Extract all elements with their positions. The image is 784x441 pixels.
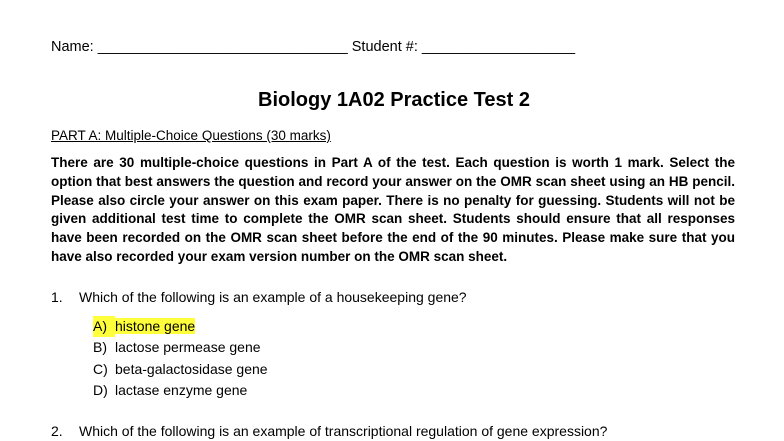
question-text: Which of the following is an example of transcriptional regulation of gene expression?	[79, 423, 608, 439]
question-number: 2.	[51, 423, 63, 439]
question-1	[51, 289, 467, 305]
option-letter: C)	[93, 360, 108, 377]
option-letter: B)	[93, 339, 107, 356]
question-text: Which of the following is an example of a housekeeping gene?	[79, 289, 467, 305]
option-letter: D)	[93, 382, 108, 399]
option-text: lactase enzyme gene	[115, 382, 248, 399]
option-text: histone gene	[115, 318, 196, 334]
option-text: beta-galactosidase gene	[115, 360, 268, 377]
part-a-instructions: There are 30 multiple-choice questions in Part A of the test. Each question is worth 1 mark. Select the option that best answers the question and record your answer on the OMR scan sheet using an HB pencil. Please also circle your answer on this exam paper. There is no penalty for guessing. Students will not be given additional test time to complete the OMR scan sheet. Students should ensure that all responses have been recorded on the OMR scan sheet before the end of the 90 minutes. Please make sure that you have also recorded your exam version number on the OMR scan sheet.	[51, 155, 735, 264]
question-2	[51, 423, 607, 439]
question-number: 1.	[51, 289, 63, 305]
option-a[interactable]	[93, 316, 268, 337]
page-title: Biology 1A02 Practice Test 2	[258, 89, 530, 111]
question-1-options	[93, 316, 268, 402]
option-d[interactable]	[93, 380, 268, 401]
option-letter: A)	[93, 316, 115, 337]
name-student-number-line: Name: _______________________________ Student #: ___________________	[51, 39, 576, 55]
option-b[interactable]	[93, 337, 268, 358]
part-a-heading: PART A: Multiple-Choice Questions (30 marks)	[51, 128, 331, 143]
option-text: lactose permease gene	[115, 339, 261, 356]
option-c[interactable]	[93, 359, 268, 380]
